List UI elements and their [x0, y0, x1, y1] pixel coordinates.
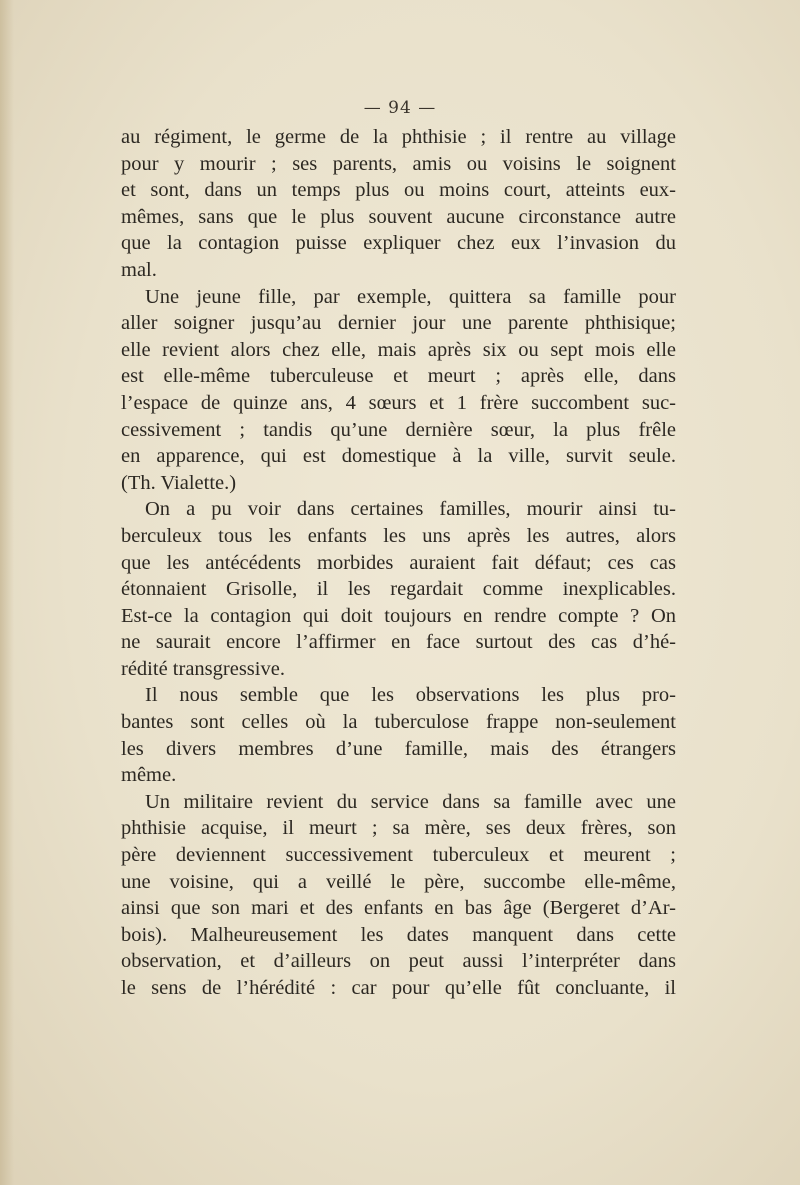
text-line: cessivement ; tandis qu’une dernière sœur, la plus frêle [121, 418, 676, 441]
text-line: l’espace de quinze ans, 4 sœurs et 1 frère succombent suc- [121, 391, 676, 414]
text-line: aller soigner jusqu’au dernier jour une parente phthisique; [121, 312, 676, 335]
text-line: au régiment, le germe de la phthisie ; il rentre au village [121, 126, 676, 148]
page-binding-shadow [0, 0, 14, 1185]
text-line: que la contagion puisse expliquer chez eux l’invasion du [121, 232, 676, 255]
page-number: — 94 — [363, 98, 437, 118]
text-line: ainsi que son mari et des enfants en bas âge (Bergeret d’Ar- [121, 897, 676, 920]
text-line: (Th. Vialette.) [121, 471, 237, 494]
text-line: bantes sont celles où la tuberculose frappe non-seulement [121, 711, 676, 734]
text-line: ne saurait encore l’affirmer en face surtout des cas d’hé- [121, 631, 676, 654]
text-line: en apparence, qui est domestique à la ville, survit seule. [121, 445, 676, 468]
text-line: rédité transgressive. [121, 657, 285, 680]
text-line: une voisine, qui a veillé le père, succombe elle-même, [121, 870, 676, 893]
text-line: est elle-même tuberculeuse et meurt ; après elle, dans [121, 365, 676, 388]
text-line: On a pu voir dans certaines familles, mourir ainsi tu- [145, 498, 676, 521]
text-line: et sont, dans un temps plus ou moins court, atteints eux- [121, 179, 676, 202]
text-line: Un militaire revient du service dans sa famille avec une [145, 790, 676, 813]
text-line: étonnaient Grisolle, il les regardait comme inexplicables. [121, 578, 676, 601]
text-line: elle revient alors chez elle, mais après six ou sept mois elle [121, 338, 676, 361]
text-line: Est-ce la contagion qui doit toujours en rendre compte ? On [121, 604, 676, 627]
text-line: mal. [121, 258, 157, 281]
text-line: les divers membres d’une famille, mais des étrangers [121, 737, 676, 760]
text-line: mêmes, sans que le plus souvent aucune circonstance autre [121, 205, 676, 228]
text-line: observation, et d’ailleurs on peut aussi l’interpréter dans [121, 950, 676, 973]
text-line: Il nous semble que les observations les plus pro- [145, 684, 676, 707]
text-line: bois). Malheureusement les dates manquent dans cette [121, 923, 676, 946]
text-line: Une jeune fille, par exemple, quittera sa famille pour [145, 285, 676, 308]
text-line: père deviennent successivement tuberculeux et meurent ; [121, 844, 676, 867]
text-line: même. [121, 764, 177, 787]
text-line: que les antécédents morbides auraient fait défaut; ces cas [121, 551, 676, 574]
text-line: phthisie acquise, il meurt ; sa mère, ses deux frères, son [121, 817, 676, 840]
text-line: pour y mourir ; ses parents, amis ou voisins le soignent [121, 152, 676, 175]
body-text [121, 124, 676, 1002]
text-line: le sens de l’hérédité : car pour qu’elle fût concluante, il [121, 977, 676, 999]
text-line: berculeux tous les enfants les uns après les autres, alors [121, 524, 676, 547]
